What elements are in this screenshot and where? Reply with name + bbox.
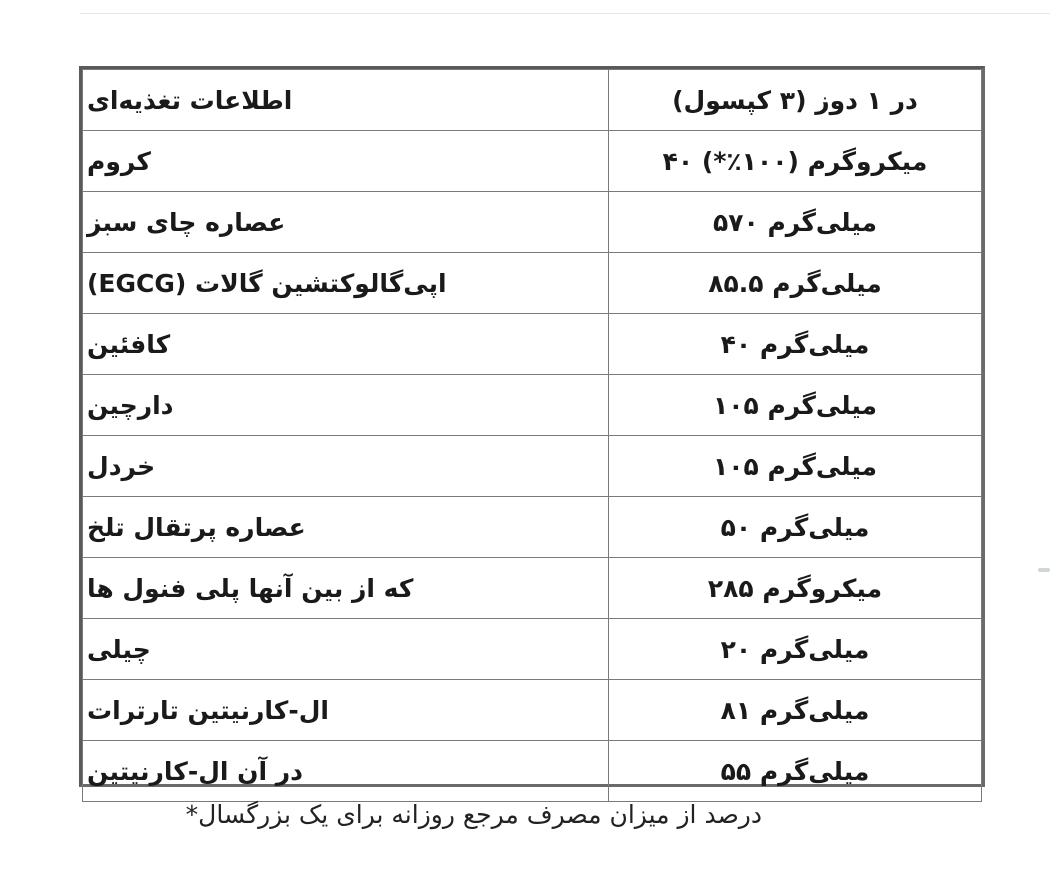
table-row — [83, 192, 982, 253]
table-row — [83, 375, 982, 436]
nutrient-name-cell — [83, 619, 609, 680]
table-row — [83, 558, 982, 619]
edge-artifact — [1038, 568, 1050, 572]
nutrient-amount: میکروگرم (۱۰۰٪*) ۴۰ — [609, 131, 982, 192]
top-divider — [80, 13, 1050, 14]
nutrition-table-grid — [82, 69, 982, 802]
table-row — [83, 741, 982, 802]
table-row — [83, 680, 982, 741]
nutrient-amount: میلی‌گرم ۸۱ — [609, 680, 982, 741]
nutrient-name: (EGCG) اپی‌گالوکتشین گالات — [87, 268, 447, 298]
table-row — [83, 619, 982, 680]
nutrient-amount: میلی‌گرم ۱۰۵ — [609, 375, 982, 436]
nutrient-name-cell — [83, 314, 609, 375]
nutrient-amount: میلی‌گرم ۴۰ — [609, 314, 982, 375]
nutrient-name-cell — [83, 131, 609, 192]
table-row — [83, 436, 982, 497]
nutrient-name-cell — [83, 70, 609, 131]
nutrient-amount: میلی‌گرم ۵۰ — [609, 497, 982, 558]
nutrient-amount: میلی‌گرم ۱۰۵ — [609, 436, 982, 497]
nutrient-name: خردل — [87, 451, 156, 481]
table-row — [83, 70, 982, 131]
nutrient-name-cell — [83, 558, 609, 619]
nutrient-amount: میلی‌گرم ۸۵.۵ — [609, 253, 982, 314]
nutrient-name-cell — [83, 253, 609, 314]
nutrient-name: کروم — [87, 146, 151, 176]
nutrient-name: در آن ال-کارنیتین — [87, 756, 303, 786]
table-row — [83, 131, 982, 192]
nutrient-name-cell — [83, 497, 609, 558]
table-row — [83, 314, 982, 375]
nutrient-name: چیلی — [87, 634, 151, 664]
nutrition-table — [79, 66, 985, 787]
nutrient-name-cell — [83, 375, 609, 436]
nutrient-amount: در ۱ دوز (۳ کپسول) — [609, 70, 982, 131]
nutrient-amount: میلی‌گرم ۲۰ — [609, 619, 982, 680]
nutrient-amount: میلی‌گرم ۵۷۰ — [609, 192, 982, 253]
nutrient-name: دارچین — [87, 390, 174, 420]
nutrient-amount: میکروگرم ۲۸۵ — [609, 558, 982, 619]
nutrient-name: اطلاعات تغذیه‌ای — [87, 85, 293, 115]
nutrient-name-cell — [83, 680, 609, 741]
nutrient-name-cell — [83, 436, 609, 497]
nutrient-name: که از بین آنها پلی فنول ها — [87, 573, 414, 603]
table-row — [83, 253, 982, 314]
reference-intake-footnote: درصد از میزان مصرف مرجع روزانه برای یک بزرگسال* — [185, 800, 762, 829]
nutrient-amount: میلی‌گرم ۵۵ — [609, 741, 982, 802]
nutrient-name: ال-کارنیتین تارترات — [87, 695, 329, 725]
nutrient-name: عصاره چای سبز — [87, 207, 286, 237]
table-row — [83, 497, 982, 558]
nutrient-name-cell — [83, 741, 609, 802]
nutrient-name-cell — [83, 192, 609, 253]
nutrient-name: کافئین — [87, 329, 171, 359]
nutrient-name: عصاره پرتقال تلخ — [87, 512, 306, 542]
